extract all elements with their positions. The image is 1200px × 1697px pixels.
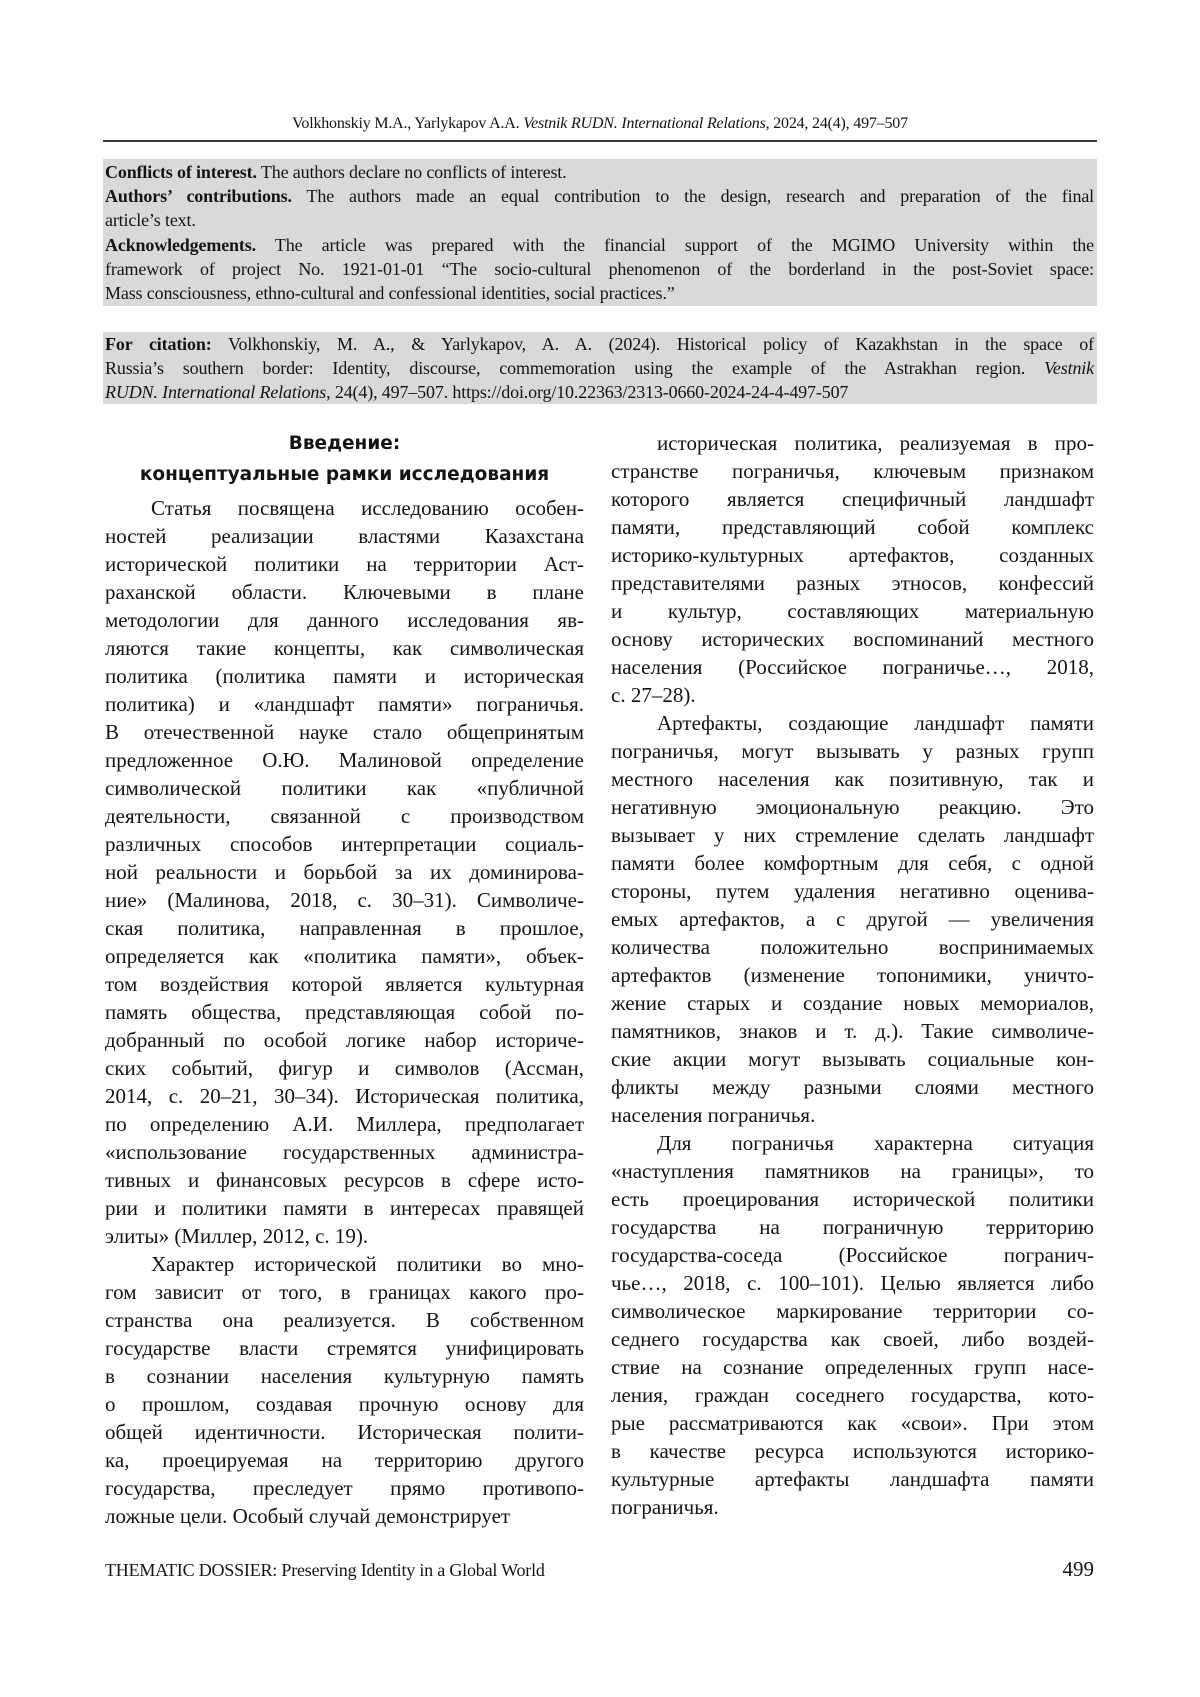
info-box xyxy=(103,159,1097,306)
acknowledgements-line xyxy=(105,233,1094,257)
conflicts-text: The authors declare no conflicts of interest. xyxy=(257,162,567,182)
text-line: исторической политики на территории Аст- xyxy=(105,550,584,578)
text-line: различных способов интерпретации социаль- xyxy=(105,830,584,858)
text-line: странства она реализуется. В собственном xyxy=(105,1306,584,1334)
citation-journal: RUDN. International Relations xyxy=(105,382,326,402)
acknowledgements-label: Acknowledgements. xyxy=(105,235,256,255)
text-line: памятников, знаков и т. д.). Такие символиче- xyxy=(611,1017,1094,1045)
text-line: вызывает у них стремление сделать ландшафт xyxy=(611,821,1094,849)
text-line: предложенное О.Ю. Малиновой определение xyxy=(105,746,584,774)
contributions-line: article’s text. xyxy=(105,208,1094,232)
text-line: Статья посвящена исследованию особен- xyxy=(105,494,584,522)
text-line: ние» (Малинова, 2018, с. 30–31). Символиче- xyxy=(105,886,584,914)
text-line: количества положительно воспринимаемых xyxy=(611,933,1094,961)
text-line: В отечественной науке стало общепринятым xyxy=(105,718,584,746)
section-heading xyxy=(105,428,584,490)
text-line: государства, преследует прямо противопо- xyxy=(105,1474,584,1502)
text-line: общей идентичности. Историческая полити- xyxy=(105,1418,584,1446)
text-line: странстве пограничья, ключевым признаком xyxy=(611,457,1094,485)
text-line: ские акции могут вызывать социальные кон- xyxy=(611,1045,1094,1073)
acknowledgements-line: Mass consciousness, ethno-cultural and confessional identities, social practices.” xyxy=(105,281,1094,305)
paragraph xyxy=(611,429,1094,709)
citation-line xyxy=(105,380,1094,404)
section-heading-line: Введение: xyxy=(105,428,584,459)
text-line: населения пограничья. xyxy=(611,1101,1094,1129)
citation-line xyxy=(105,332,1094,356)
text-line: представителями разных этносов, конфессий xyxy=(611,569,1094,597)
text-line: и культур, составляющих материальную xyxy=(611,597,1094,625)
text-line: ских событий, фигур и символов (Ассман, xyxy=(105,1054,584,1082)
text-line: чье…, 2018, с. 100–101). Целью является либо xyxy=(611,1269,1094,1297)
conflicts-label: Conflicts of interest. xyxy=(105,162,257,182)
text-line: методологии для данного исследования яв- xyxy=(105,606,584,634)
paragraph xyxy=(105,1250,584,1530)
text-line: «наступления памятников на границы», то xyxy=(611,1157,1094,1185)
text-line: ствие на сознание определенных групп насе- xyxy=(611,1353,1094,1381)
text-line: историческая политика, реализуемая в про- xyxy=(611,429,1094,457)
citation-journal: Vestnik xyxy=(1044,358,1094,378)
text-line: ская политика, направленная в прошлое, xyxy=(105,914,584,942)
text-line: фликты между разными слоями местного xyxy=(611,1073,1094,1101)
text-line: ления, граждан соседнего государства, кото- xyxy=(611,1381,1094,1409)
text-line: артефактов (изменение топонимики, уничто- xyxy=(611,961,1094,989)
text-line: есть проецирования исторической политики xyxy=(611,1185,1094,1213)
text-line: символической политики как «публичной xyxy=(105,774,584,802)
text-line: основу исторических воспоминаний местного xyxy=(611,625,1094,653)
text-line: культурные артефакты ландшафта памяти xyxy=(611,1465,1094,1493)
text-line: в качестве ресурса используются историко- xyxy=(611,1437,1094,1465)
text-line: памяти более комфортным для себя, с одной xyxy=(611,849,1094,877)
text-line: ложные цели. Особый случай демонстрирует xyxy=(105,1502,584,1530)
text-line: политика) и «ландшафт памяти» пограничья. xyxy=(105,690,584,718)
acknowledgements-line: framework of project No. 1921-01-01 “The socio-cultural phenomenon of the borderland in the post-Soviet space: xyxy=(105,257,1094,281)
text-line: о прошлом, создавая прочную основу для xyxy=(105,1390,584,1418)
text-line: гом зависит от того, в границах какого про- xyxy=(105,1278,584,1306)
header-rule xyxy=(103,140,1097,142)
text-line: памяти, представляющий собой комплекс xyxy=(611,513,1094,541)
text-line: элиты» (Миллер, 2012, с. 19). xyxy=(105,1222,584,1250)
citation-text: Russia’s southern border: Identity, discourse, commemoration using the example of the Astrakhan region. xyxy=(105,358,1044,378)
citation-box xyxy=(103,332,1097,404)
text-line: символическое маркирование территории со- xyxy=(611,1297,1094,1325)
text-line: память общества, представляющая собой по- xyxy=(105,998,584,1026)
section-heading-line: концептуальные рамки исследования xyxy=(105,459,584,490)
text-line: жение старых и создание новых мемориалов, xyxy=(611,989,1094,1017)
text-line: негативную эмоциональную реакцию. Это xyxy=(611,793,1094,821)
text-line: деятельности, связанной с производством xyxy=(105,802,584,830)
contributions-line xyxy=(105,184,1094,208)
running-head-issue: , 2024, 24(4), 497–507 xyxy=(766,115,908,132)
text-line: рии и политики памяти в интересах правящей xyxy=(105,1194,584,1222)
text-line: государстве власти стремятся унифицировать xyxy=(105,1334,584,1362)
text-line: Характер исторической политики во мно- xyxy=(105,1250,584,1278)
citation-line xyxy=(105,356,1094,380)
text-line: стороны, путем удаления негативно оценива- xyxy=(611,877,1094,905)
citation-label: For citation: xyxy=(105,334,212,354)
text-line: добранный по особой логике набор историче- xyxy=(105,1026,584,1054)
paragraph xyxy=(611,1129,1094,1521)
text-line: государства на пограничную территорию xyxy=(611,1213,1094,1241)
paragraph xyxy=(611,709,1094,1129)
text-line: ка, проецируемая на территорию другого xyxy=(105,1446,584,1474)
conflicts-of-interest xyxy=(105,160,1094,184)
text-line: седнего государства как своей, либо воздей- xyxy=(611,1325,1094,1353)
text-line: том воздействия которой является культурная xyxy=(105,970,584,998)
citation-text: Volkhonskiy, M. A., & Yarlykapov, A. A. (2024). Historical policy of Kazakhstan in the space of xyxy=(212,334,1094,354)
running-head xyxy=(0,113,1200,135)
text-line: по определению А.И. Миллера, предполагает xyxy=(105,1110,584,1138)
text-line: ностей реализации властями Казахстана xyxy=(105,522,584,550)
text-line: емых артефактов, а с другой — увеличения xyxy=(611,905,1094,933)
text-line: 2014, с. 20–21, 30–34). Историческая политика, xyxy=(105,1082,584,1110)
footer-section-label: THEMATIC DOSSIER: Preserving Identity in a Global World xyxy=(105,1557,545,1583)
text-line: пограничья. xyxy=(611,1493,1094,1521)
text-line: историко-культурных артефактов, созданных xyxy=(611,541,1094,569)
text-line: местного населения как позитивную, так и xyxy=(611,765,1094,793)
paragraph xyxy=(105,494,584,1250)
text-line: рые рассматриваются как «свои». При этом xyxy=(611,1409,1094,1437)
text-line: Артефакты, создающие ландшафт памяти xyxy=(611,709,1094,737)
contributions-text: The authors made an equal contribution to the design, research and preparation of the final xyxy=(292,186,1094,206)
left-column xyxy=(105,494,584,1530)
text-line: в сознании населения культурную память xyxy=(105,1362,584,1390)
text-line: определяется как «политика памяти», объек- xyxy=(105,942,584,970)
acknowledgements-text: The article was prepared with the financial support of the MGIMO University within the xyxy=(256,235,1094,255)
text-line: Для пограничья характерна ситуация xyxy=(611,1129,1094,1157)
text-line: государства-соседа (Российское погранич- xyxy=(611,1241,1094,1269)
running-head-journal: Vestnik RUDN. International Relations xyxy=(523,115,765,132)
text-line: «использование государственных администра- xyxy=(105,1138,584,1166)
text-line: политика (политика памяти и историческая xyxy=(105,662,584,690)
text-line: с. 27–28). xyxy=(611,681,1094,709)
citation-doi: , 24(4), 497–507. https://doi.org/10.22363/2313-0660-2024-24-4-497-507 xyxy=(326,382,848,402)
text-line: пограничья, могут вызывать у разных групп xyxy=(611,737,1094,765)
text-line: которого является специфичный ландшафт xyxy=(611,485,1094,513)
text-line: ляются такие концепты, как символическая xyxy=(105,634,584,662)
text-line: тивных и финансовых ресурсов в сфере исто- xyxy=(105,1166,584,1194)
running-head-authors: Volkhonskiy M.A., Yarlykapov A.A. xyxy=(292,115,523,132)
text-line: раханской области. Ключевыми в плане xyxy=(105,578,584,606)
right-column xyxy=(611,429,1094,1521)
text-line: ной реальности и борьбой за их доминирова- xyxy=(105,858,584,886)
text-line: населения (Российское пограничье…, 2018, xyxy=(611,653,1094,681)
contributions-label: Authors’ contributions. xyxy=(105,186,292,206)
page-number: 499 xyxy=(1063,1555,1095,1583)
